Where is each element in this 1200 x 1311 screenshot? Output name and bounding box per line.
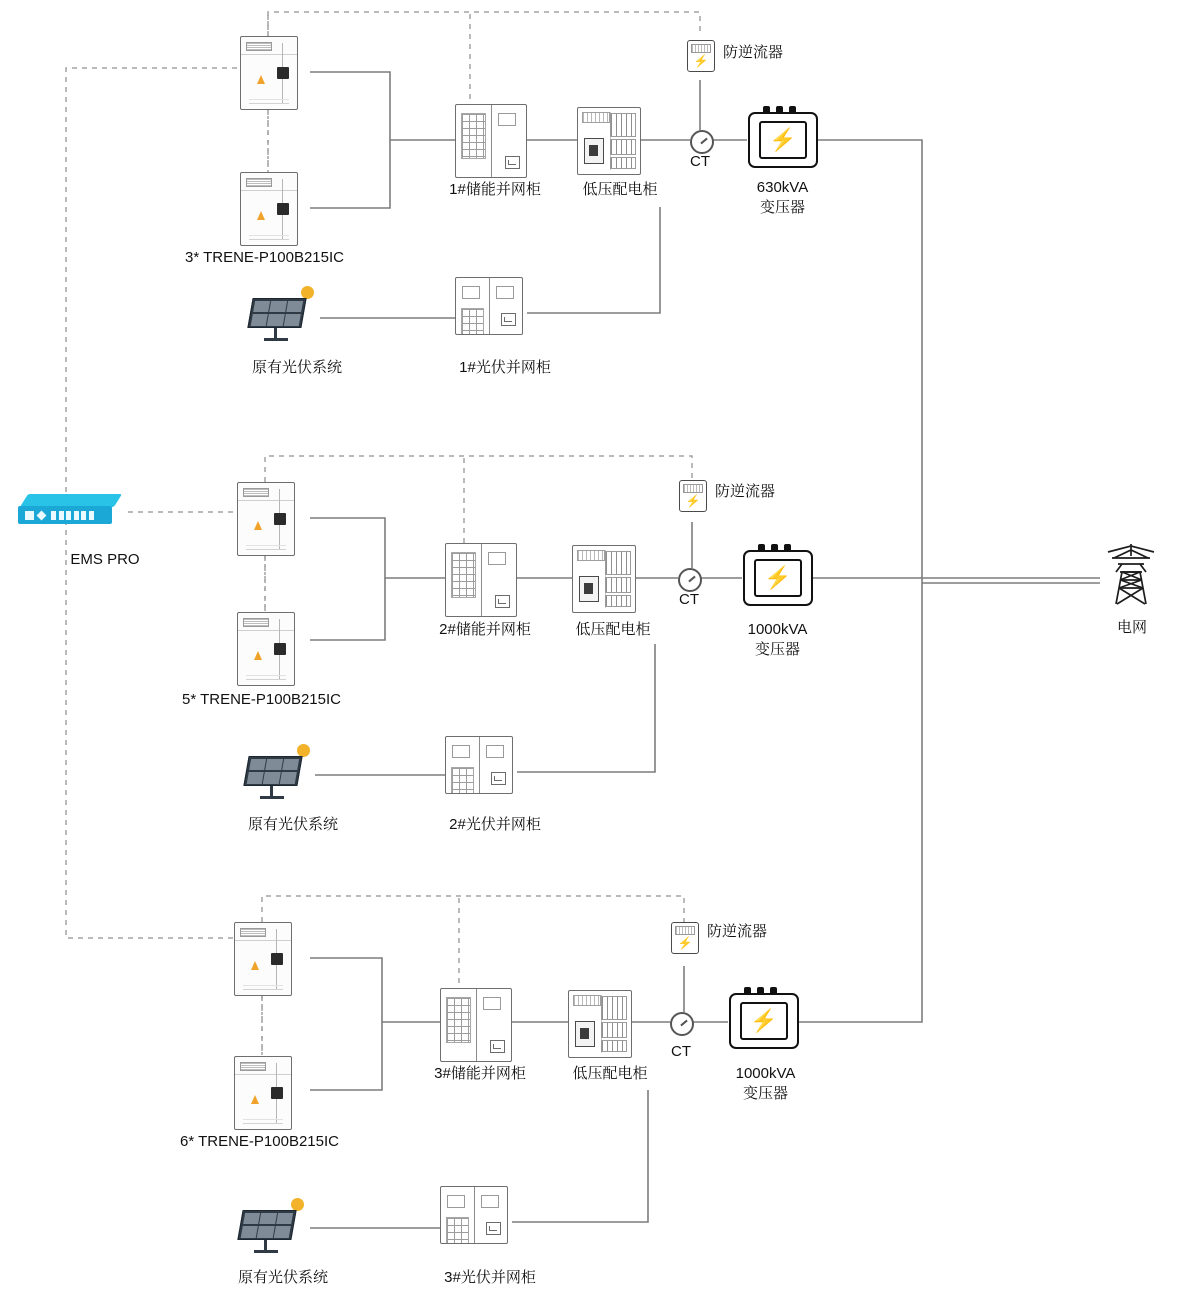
battery-module-icon [271, 953, 283, 965]
display-icon [691, 44, 711, 53]
bushing-icon [758, 544, 791, 552]
breaker-icon [490, 1040, 505, 1053]
anti-backflow-device-3[interactable] [671, 922, 699, 954]
pv-cabinet-label-3: 3#光伏并网柜 [444, 1269, 536, 1286]
current-transformer-2[interactable] [678, 568, 702, 592]
transformer-label-3: 1000kVA 变压器 [735, 1065, 796, 1102]
grid-label: 电网 [1116, 619, 1147, 636]
breaker-icon [501, 313, 516, 326]
battery-module-icon [271, 1087, 283, 1099]
transformer-1[interactable] [748, 112, 818, 168]
battery-vent-icon [243, 488, 269, 497]
breaker-icon [491, 772, 506, 785]
panel-box-icon [496, 286, 514, 299]
breaker-bank-icon [601, 996, 627, 1020]
panel-box-icon [483, 997, 501, 1010]
battery-vent-icon [240, 1062, 266, 1071]
battery-vent-icon [246, 42, 272, 51]
display-icon [683, 484, 703, 493]
panel-box-icon [486, 745, 504, 758]
transformer-2[interactable] [743, 550, 813, 606]
breaker-bank-icon [601, 1022, 627, 1038]
battery-cabinet[interactable] [237, 482, 295, 556]
power-grid[interactable] [1100, 538, 1162, 606]
display-icon [675, 926, 695, 935]
lightning-bolt-icon: ⚡ [759, 121, 807, 159]
breaker-bank-icon [605, 551, 631, 575]
panel-box-icon [488, 552, 506, 565]
pv-array-3[interactable] [240, 1196, 306, 1252]
ess-grid-cabinet-1[interactable] [455, 104, 527, 178]
anti-backflow-device-2[interactable] [679, 480, 707, 512]
lightning-bolt-icon [251, 961, 259, 970]
breaker-icon [505, 156, 520, 169]
bushing-icon [763, 106, 796, 114]
lightning-bolt-icon: ⚡ [740, 1002, 788, 1040]
meter-row-icon [582, 112, 610, 123]
ct-label-1: CT [690, 153, 710, 170]
pv-cabinet-label-2: 2#光伏并网柜 [449, 816, 541, 833]
vent-grid-icon [461, 308, 484, 335]
current-transformer-icon [678, 568, 702, 592]
meter-row-icon [577, 550, 605, 561]
panel-box-icon [498, 113, 516, 126]
current-transformer-3[interactable] [670, 1012, 694, 1036]
panel-box-icon [462, 286, 480, 299]
ct-label-2: CT [679, 591, 699, 608]
pv-array-1[interactable] [250, 284, 316, 340]
lightning-bolt-icon: ⚡ [693, 54, 709, 68]
power-tower-icon [1100, 538, 1162, 606]
battery-cabinet[interactable] [234, 1056, 292, 1130]
battery-cabinet[interactable] [237, 612, 295, 686]
bushing-icon [744, 987, 777, 995]
solar-panel-icon [247, 298, 306, 328]
vent-grid-icon [451, 552, 476, 598]
breaker-bank-icon [605, 577, 631, 593]
breaker-bank-icon [610, 113, 636, 137]
panel-box-icon [481, 1195, 499, 1208]
ess-cabinet-label-2: 2#储能并网柜 [439, 621, 531, 638]
vent-grid-icon [446, 997, 471, 1043]
distribution-board-2[interactable] [572, 545, 636, 613]
anti-backflow-device-1[interactable] [687, 40, 715, 72]
current-transformer-icon [690, 130, 714, 154]
breaker-bank-icon [610, 139, 636, 155]
breaker-bank-icon [605, 595, 631, 607]
distribution-board-3[interactable] [568, 990, 632, 1058]
pv-array-2[interactable] [246, 742, 312, 798]
pv-label-1: 原有光伏系统 [251, 359, 342, 376]
solar-panel-icon [243, 756, 302, 786]
pv-label-3: 原有光伏系统 [237, 1269, 328, 1286]
current-transformer-icon [670, 1012, 694, 1036]
vent-grid-icon [451, 767, 474, 794]
pv-cabinet-label-1: 1#光伏并网柜 [459, 359, 551, 376]
breaker-bank-icon [610, 157, 636, 169]
breaker-icon [486, 1222, 501, 1235]
backflow-label-2: 防逆流器 [715, 483, 776, 500]
battery-module-icon [277, 67, 289, 79]
battery-group-label-3: 6* TRENE-P100B215IC [180, 1133, 339, 1150]
lightning-bolt-icon [257, 75, 265, 84]
breaker-bank-icon [601, 1040, 627, 1052]
lightning-bolt-icon: ⚡ [754, 559, 802, 597]
breaker-icon [495, 595, 510, 608]
battery-cabinet[interactable] [240, 172, 298, 246]
transformer-label-2: 1000kVA 变压器 [747, 621, 808, 658]
panel-box-icon [452, 745, 470, 758]
battery-module-icon [274, 513, 286, 525]
ess-grid-cabinet-2[interactable] [445, 543, 517, 617]
vent-grid-icon [461, 113, 486, 159]
transformer-label-1: 630kVA 变压器 [756, 179, 809, 216]
pv-grid-cabinet-2[interactable] [445, 736, 513, 794]
panel-box-icon [447, 1195, 465, 1208]
battery-group-label-2: 5* TRENE-P100B215IC [182, 691, 341, 708]
vent-grid-icon [446, 1217, 469, 1244]
battery-vent-icon [246, 178, 272, 187]
ems-controller-icon [18, 506, 112, 524]
distribution-label-2: 低压配电柜 [575, 621, 651, 638]
meter-row-icon [573, 995, 601, 1006]
ess-cabinet-label-1: 1#储能并网柜 [449, 181, 541, 198]
battery-module-icon [274, 643, 286, 655]
pv-grid-cabinet-3[interactable] [440, 1186, 508, 1244]
solar-panel-icon [237, 1210, 296, 1240]
battery-group-label-1: 3* TRENE-P100B215IC [185, 249, 344, 266]
lightning-bolt-icon [254, 521, 262, 530]
main-breaker-icon [575, 1021, 595, 1047]
ess-cabinet-label-3: 3#储能并网柜 [434, 1065, 526, 1082]
lightning-bolt-icon [254, 651, 262, 660]
ct-label-3: CT [671, 1043, 691, 1060]
main-breaker-icon [579, 576, 599, 602]
lightning-bolt-icon [251, 1095, 259, 1104]
current-transformer-1[interactable] [690, 130, 714, 154]
battery-module-icon [277, 203, 289, 215]
transformer-3[interactable] [729, 993, 799, 1049]
distribution-label-1: 低压配电柜 [582, 181, 658, 198]
distribution-label-3: 低压配电柜 [572, 1065, 648, 1082]
backflow-label-3: 防逆流器 [707, 923, 768, 940]
ems-label: EMS PRO [70, 551, 140, 568]
ess-grid-cabinet-3[interactable] [440, 988, 512, 1062]
backflow-label-1: 防逆流器 [723, 44, 784, 61]
pv-grid-cabinet-1[interactable] [455, 277, 523, 335]
main-breaker-icon [584, 138, 604, 164]
battery-cabinet[interactable] [234, 922, 292, 996]
lightning-bolt-icon: ⚡ [677, 936, 693, 950]
lightning-bolt-icon [257, 211, 265, 220]
pv-label-2: 原有光伏系统 [247, 816, 338, 833]
ems-controller[interactable] [18, 494, 122, 528]
lightning-bolt-icon: ⚡ [685, 494, 701, 508]
battery-cabinet[interactable] [240, 36, 298, 110]
distribution-board-1[interactable] [577, 107, 641, 175]
battery-vent-icon [243, 618, 269, 627]
battery-vent-icon [240, 928, 266, 937]
